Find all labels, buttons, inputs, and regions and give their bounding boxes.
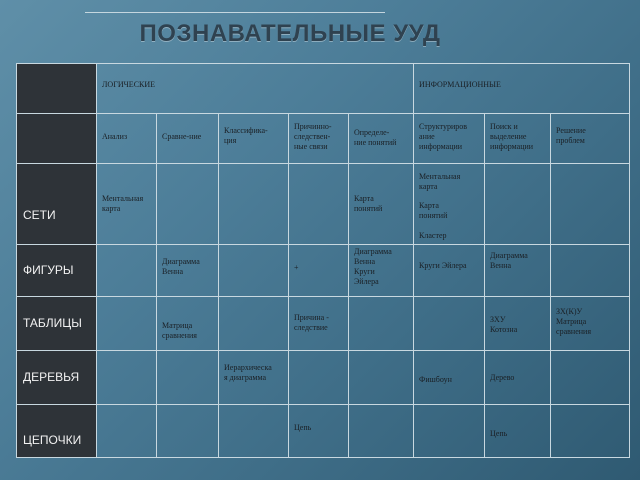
column-header-row <box>17 114 630 164</box>
table-cell <box>485 297 551 351</box>
corner-cell <box>17 64 97 114</box>
group-header-row <box>17 64 630 114</box>
cell-text: Ментальная карта Карта понятий Кластер <box>419 172 461 240</box>
table-cell <box>349 405 414 458</box>
cell-text: Цепь <box>294 423 312 433</box>
table-cell <box>485 405 551 458</box>
column-header <box>97 114 157 164</box>
column-header <box>157 114 219 164</box>
row-label-derevya: ДЕРЕВЬЯ <box>17 351 97 405</box>
table-row <box>17 297 630 351</box>
cell-text: Матрица сравнения <box>162 321 197 340</box>
table-cell <box>289 297 349 351</box>
table-cell <box>157 297 219 351</box>
cell-text: Иерархическа я диаграмма <box>224 363 272 382</box>
table-cell <box>551 405 630 458</box>
group-informational-header <box>414 64 630 114</box>
table-cell <box>219 297 289 351</box>
table-cell <box>289 245 349 297</box>
table-cell <box>414 351 485 405</box>
cell-text: ЗХУ Котозна <box>490 315 518 334</box>
column-header-label: Сравне-ние <box>162 132 202 141</box>
table-row <box>17 405 630 458</box>
table-cell <box>349 245 414 297</box>
table-cell <box>97 351 157 405</box>
group-logical-header <box>97 64 414 114</box>
table-cell <box>97 164 157 245</box>
table-cell <box>551 164 630 245</box>
column-header-label: Определе- ние понятий <box>354 128 397 147</box>
table-cell <box>219 351 289 405</box>
column-header <box>551 114 630 164</box>
table-cell <box>414 297 485 351</box>
cell-text: Цепь <box>490 429 508 439</box>
table-cell <box>349 164 414 245</box>
table-cell <box>414 405 485 458</box>
column-header-label: Структуриров ание информации <box>419 122 467 151</box>
table-cell <box>414 245 485 297</box>
corner-cell-2 <box>17 114 97 164</box>
column-header <box>349 114 414 164</box>
table-row <box>17 245 630 297</box>
table-cell <box>97 245 157 297</box>
cell-text: Карта понятий <box>354 194 383 213</box>
table-cell <box>551 297 630 351</box>
table-cell <box>97 297 157 351</box>
table-cell <box>289 164 349 245</box>
column-header-label: Поиск и выделение информации <box>490 122 534 151</box>
table-cell <box>551 245 630 297</box>
cell-text: Ментальная карта <box>102 194 144 213</box>
cell-text: Дерево <box>490 373 515 383</box>
column-header-label: Решение проблем <box>556 126 586 145</box>
table-cell <box>551 351 630 405</box>
table-cell <box>289 351 349 405</box>
cell-text: Фишбоун <box>419 375 452 385</box>
table-cell <box>157 405 219 458</box>
column-header <box>414 114 485 164</box>
cell-text: + <box>294 263 299 273</box>
group-informational-label: ИНФОРМАЦИОННЫЕ <box>419 80 501 89</box>
row-label-tsepochki: ЦЕПОЧКИ <box>17 405 97 458</box>
column-header <box>485 114 551 164</box>
column-header-label: Причинно- следствен- ные связи <box>294 122 332 151</box>
page-title: ПОЗНАВАТЕЛЬНЫЕ УУД <box>139 20 441 47</box>
table-row <box>17 164 630 245</box>
column-header <box>219 114 289 164</box>
cell-text: Круги Эйлера <box>419 261 467 271</box>
table-cell <box>219 245 289 297</box>
row-label-figury: ФИГУРЫ <box>17 245 97 297</box>
title-underline <box>85 12 385 13</box>
table-cell <box>97 405 157 458</box>
column-header-label: Анализ <box>102 132 128 141</box>
table-cell <box>485 351 551 405</box>
table-cell <box>485 245 551 297</box>
cell-text: ЗХ(К)У Матрица сравнения <box>556 307 591 336</box>
table-cell <box>414 164 485 245</box>
cell-text: Диаграмма Венна Круги Эйлера <box>354 247 392 286</box>
group-logical-label: ЛОГИЧЕСКИЕ <box>102 80 156 89</box>
table-cell <box>349 351 414 405</box>
cell-text: Причина - следствие <box>294 313 329 332</box>
table-cell <box>349 297 414 351</box>
table-cell <box>219 164 289 245</box>
table-cell <box>157 245 219 297</box>
uud-table <box>16 63 630 458</box>
cell-text: Диаграмма Венна <box>490 251 528 270</box>
row-label-tablitsy: ТАБЛИЦЫ <box>17 297 97 351</box>
table-cell <box>157 351 219 405</box>
row-label-seti: СЕТИ <box>17 164 97 245</box>
column-header-label: Классифика- ция <box>224 126 268 145</box>
table-row <box>17 351 630 405</box>
table-cell <box>289 405 349 458</box>
column-header <box>289 114 349 164</box>
cell-text: Диаграмма Венна <box>162 257 200 276</box>
table-cell <box>485 164 551 245</box>
table-cell <box>157 164 219 245</box>
table-cell <box>219 405 289 458</box>
